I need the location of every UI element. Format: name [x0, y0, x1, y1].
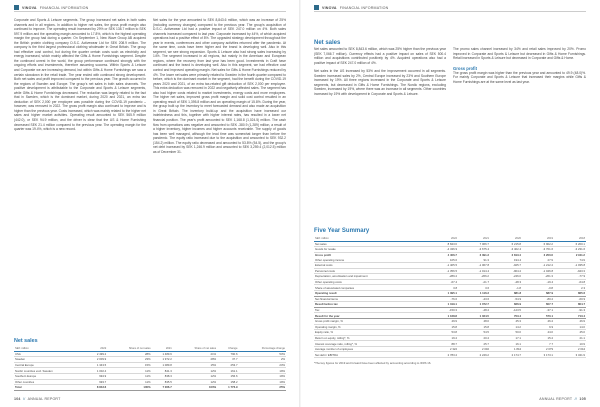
table-header-cell: Share of net sales: [107, 346, 151, 351]
table-cell: Total: [14, 385, 86, 391]
table-cell: 11%: [107, 373, 151, 379]
net-sales-paragraph-3: The promo sales channel increased by 34% and retail sales improved by 20%. Promo improved in Corporate and Sports & Leisure but decreased in Gifts & Home Furnishings. Retail increased in Sports & Leisure but decreased in Corporate and Gifts & Home.: [453, 47, 586, 61]
table-cell: 1 024.5: [458, 313, 490, 319]
net-sales-paragraph-2: Net sales in the US increased by 53% and the improvement occurred in all segments. Sweden increased sales by 2%, Central Europe increased by 23% and Southern Europe increased by 19%. All three regions increased in the Corporate and Sports & Leisure segments, but decreased in Gifts & Home Furnishings. The Nordic regions, excluding Sweden, increased by 19%, where there was an increase in all segments. Other countries increased by 19% with development in Corporate and Sports & Leisure.: [314, 69, 446, 96]
table-cell: -1 405.5: [426, 262, 458, 268]
table-cell: 12%: [173, 379, 217, 385]
table-cell: 12%: [173, 368, 217, 374]
table-cell: -21.7: [458, 279, 490, 285]
table-cell: 156.6: [217, 373, 238, 379]
table-cell: -1.8: [490, 285, 522, 291]
net-sales-heading: Net sales: [314, 40, 341, 46]
table-cell: Tax: [314, 307, 426, 313]
table-cell: 6 215.8: [490, 241, 522, 247]
table-cell: -37.1: [522, 307, 554, 313]
table-cell: 17.1: [490, 335, 522, 341]
table-header-cell: Share of net sales: [173, 346, 217, 351]
table-cell: Net debt / EBITDA: [314, 352, 426, 358]
right-footer: ANNUAL REPORT // 105: [539, 397, 586, 401]
table-cell: 45.3: [490, 318, 522, 324]
table-header-cell: 2021: [458, 236, 490, 241]
table-cell: -261.3: [522, 274, 554, 280]
table-cell: Result before tax: [314, 302, 426, 308]
table-cell: 2 911.2: [575, 253, 585, 258]
table-cell: 2 322: [426, 346, 458, 352]
table-cell: 2 249.2: [458, 352, 490, 358]
table-header-cell: 2021: [152, 346, 173, 351]
table-cell: 841.3: [152, 368, 173, 374]
table-cell: -0.8: [522, 285, 554, 291]
gross-profit-paragraph: The gross profit margin was higher than the previous year and amounted to 49.9 (48.0)%. For mainly Corporate and Sports & Leisure that increased their margins while Gifts & Home Furnishings are at the same level as last year.: [453, 70, 586, 84]
table-cell: -91.3: [554, 307, 586, 313]
table-cell: -67.4: [426, 279, 458, 285]
table-cell: 11%: [107, 379, 151, 385]
table-cell: 1 972.2: [152, 357, 173, 363]
table-cell: Average number of employees: [314, 346, 426, 352]
table-cell: External costs: [314, 262, 426, 268]
brand-logo-icon: [314, 5, 319, 10]
table-cell: 49.9: [426, 318, 458, 324]
table-cell: 1 343.5: [86, 362, 107, 368]
table-cell: 8 843.6: [426, 241, 458, 247]
table-cell: 14.0: [554, 324, 586, 330]
table-cell: 37.7: [217, 357, 238, 363]
table-cell: 44.0: [522, 330, 554, 336]
table-cell: -123.5: [490, 307, 522, 313]
table-cell: -4 436.9: [426, 247, 458, 253]
footer-label: ANNUAL REPORT: [539, 397, 573, 401]
table-cell: 48.0: [458, 318, 490, 324]
table-cell: -77.9: [554, 274, 586, 280]
table-cell: 27.9: [522, 257, 554, 262]
table-cell: 790.6: [217, 351, 238, 357]
table-cell: Net sales: [314, 241, 426, 247]
table-cell: -3 701.6: [522, 247, 554, 253]
table-cell: 21%: [173, 351, 217, 357]
table-cell: 826.9: [490, 302, 522, 308]
table-cell: 993.7: [86, 379, 107, 385]
table-cell: 46.4: [522, 318, 554, 324]
table-cell: 9.9: [522, 324, 554, 330]
table-cell: -3 231.6: [554, 247, 586, 253]
table-cell: Central Europe: [14, 362, 86, 368]
table-cell: 194.4: [490, 257, 522, 262]
table-cell: 3.6: [458, 285, 490, 291]
table-cell: -904.4: [490, 268, 522, 274]
table-cell: -48.3: [490, 279, 522, 285]
table-cell: -3 402.4: [490, 247, 522, 253]
table-cell: 1 395.1: [426, 290, 458, 296]
net-sales-table-title: Net sales: [14, 338, 38, 344]
table-cell: 2 813.4: [511, 253, 521, 258]
table-cell: 50.0: [490, 330, 522, 336]
table-cell: 838.3: [152, 373, 173, 379]
table-header-cell: Change: [217, 346, 238, 351]
header-rule: [314, 11, 586, 12]
table-cell: -925.7: [490, 262, 522, 268]
section-name: FINANCIAL INFORMATION: [339, 5, 389, 10]
table-cell: 570.1: [522, 313, 554, 319]
table-cell: 158.2: [217, 379, 238, 385]
table-cell: 74.9: [554, 257, 586, 262]
table-cell: 53.8: [426, 330, 458, 336]
table-cell: -1 035.8: [554, 262, 586, 268]
table-cell: 7 066.7: [458, 241, 490, 247]
table-cell: 2 079: [522, 346, 554, 352]
table-cell: Sweden: [14, 357, 86, 363]
table-cell: Result for the year: [314, 313, 426, 319]
table-cell: 21.1: [554, 335, 586, 341]
table-cell: 2%: [239, 357, 286, 363]
table-cell: 703.4: [490, 313, 522, 319]
five-year-footnote: *The key figures for 2019 and forward have been affected by accounting according to IFRS 16.: [314, 361, 432, 366]
table-row: [314, 274, 586, 280]
table-cell: -266.2: [458, 274, 490, 280]
table-cell: 865.6: [554, 290, 586, 296]
table-cell: 91.3: [458, 257, 490, 262]
table-cell: 7 066.7: [152, 385, 173, 391]
table-cell: 1 844: [490, 346, 522, 352]
table-cell: 105.0: [426, 257, 458, 262]
net-sales-table: [14, 346, 286, 391]
table-cell: 2 499.2: [86, 351, 107, 357]
table-row: [14, 385, 286, 391]
table-cell: 15.8: [426, 324, 458, 330]
table-cell: 19%: [239, 379, 286, 385]
table-cell: Interest coverage ratio, rolling*, %: [314, 341, 426, 347]
table-cell: -246.0: [490, 274, 522, 280]
table-cell: 161.1: [217, 368, 238, 374]
table-cell: 687.9: [522, 290, 554, 296]
table-cell: Nordic countries excl. Sweden: [14, 368, 86, 374]
table-header-cell: 2022: [426, 236, 458, 241]
table-cell: 3 341.9: [554, 352, 586, 358]
table-header-cell: 2019: [522, 236, 554, 241]
right-page: [300, 0, 600, 407]
footer-label: ANNUAL REPORT: [27, 397, 61, 401]
right-column-2: [453, 47, 586, 84]
table-cell: 6 200.1: [554, 241, 586, 247]
table-cell: -60.9: [554, 296, 586, 302]
net-sales-table-body: [14, 351, 286, 390]
table-cell: 15%: [173, 362, 217, 368]
page-number: 104: [14, 397, 21, 401]
table-cell: 835.5: [152, 379, 173, 385]
table-cell: Personnel costs: [314, 268, 426, 274]
table-cell: 12%: [173, 373, 217, 379]
table-cell: 25%: [239, 385, 286, 391]
table-cell: 10.9: [554, 341, 586, 347]
table-cell: 2 009.9: [86, 357, 107, 363]
table-cell: 19%: [239, 373, 286, 379]
right-header: [314, 5, 388, 10]
table-cell: -54.9: [490, 296, 522, 302]
brand-name: VINOVA: [22, 5, 37, 10]
table-cell: 15%: [107, 362, 151, 368]
table-cell: 11%: [107, 368, 151, 374]
table-cell: Gross profit: [315, 253, 332, 258]
table-cell: 6 902.2: [522, 241, 554, 247]
table-cell: 3 200.6: [543, 253, 553, 258]
left-column-1-text: Corporate and Sports & Leisure segments. The group increased net sales in both sales channels and in all regions. In addition to higher net sales, the gross profit margin also continued to improve. The operating result increased by 29% or SEK 138.7 million to SEK 597.9 million and the operating margin amounted to 17.8%, which is the highest operating margin the group had during a quarter. On September 1, New Wave Group AB acquired the British protein clothing company D.S.C. Activewear Ltd for SEK 208.9 million. The company is the third largest professional clothing wholesaler in Great Britain. The group had effective cost control, but during the quarter certain costs such as electricity and energy increased, which mainly affected the Gifts & Home Furnishings segment. Despite the continued unrest in the world, the group performance continued strongly with the ongoing efforts and investments, therefore assuming success. Within Sports & Leisure and Corporate we are increasing demand, but within Gifts & Home Furnishings we saw a certain slowdown in the retail trade. The year ended with continued strong development. Both net sales and profit improved compared to the previous year. The growth occurred in the regions of Sweden and Europe. The group's net sales in both sales channels. The positive development is attributable to the Corporate and Sports & Leisure segments, while Gifts & Home Furnishings decreased. The reduction was largely related to the fact that in Sweden, which is the dominant market, during 2020 and 2021, an extra tax deduction of SEK 2,000 per employee was possible during the COVID-19 pandemic – however, was removed in 2022. The gross profit margin also continued to improve and is higher than the previous year. Costs increased, which was mainly related to the higher net sales and higher market activities. Operating result amounted to SEK 565.9 million (442.0), or SEK 94.9 million, and the driver is clear that the US & Home Furnishing decreased SEK 21.4 million compared to the previous year. The operating margin for the quarter was 19.4%, which is a new record.: [14, 18, 146, 132]
table-cell: 713.4: [554, 313, 586, 319]
brand-logo-icon: [14, 5, 19, 10]
table-cell: 45.0: [554, 330, 586, 336]
table-cell: 14.2: [490, 324, 522, 330]
table-cell: 1 072.7: [458, 302, 490, 308]
table-cell: 88.7: [426, 341, 458, 347]
table-cell: 1 116.3: [458, 290, 490, 296]
table-cell: Gross profit margin, %: [314, 318, 426, 324]
header-rule: [14, 11, 286, 12]
table-cell: 3 173.1: [522, 352, 554, 358]
table-cell: 2.3: [554, 285, 586, 291]
table-cell: -19.4: [522, 279, 554, 285]
table-header-cell: 2022: [86, 346, 107, 351]
table-cell: -1 014.4: [458, 268, 490, 274]
table-cell: Net financial items: [314, 296, 426, 302]
table-header-cell: Percentage change: [239, 346, 286, 351]
table-cell: 2 174.7: [490, 352, 522, 358]
table-cell: 1 089.8: [152, 362, 173, 368]
table-cell: 53%: [239, 351, 286, 357]
table-cell: 804.7: [554, 302, 586, 308]
table-cell: -64.8: [554, 279, 586, 285]
table-cell: 607.7: [522, 302, 554, 308]
table-cell: 8 843.6: [86, 385, 107, 391]
table-cell: 1 776.9: [217, 385, 238, 391]
table-cell: Other countries: [14, 379, 86, 385]
table-cell: 2 040: [458, 346, 490, 352]
left-header: [14, 5, 88, 10]
table-cell: 19%: [239, 368, 286, 374]
table-cell: 3 391.3: [479, 253, 489, 258]
table-cell: 1 319.1: [426, 302, 458, 308]
table-cell: 4 406.7: [447, 253, 457, 258]
left-footer: 104 // ANNUAL REPORT: [14, 397, 61, 401]
table-cell: 1 002.4: [86, 368, 107, 374]
table-cell: Southern Europe: [14, 373, 86, 379]
table-cell: 100%: [107, 385, 151, 391]
table-cell: 20.4: [458, 335, 490, 341]
section-name: FINANCIAL INFORMATION: [39, 5, 89, 10]
table-cell: 23%: [239, 362, 286, 368]
table-cell: 25.7: [458, 341, 490, 347]
table-cell: 253.7: [217, 362, 238, 368]
table-cell: 881.8: [490, 290, 522, 296]
table-header-cell: SEK million: [14, 346, 86, 351]
table-cell: -1 356.5: [426, 268, 458, 274]
table-cell: 2 783.4: [426, 352, 458, 358]
table-cell: 23%: [107, 357, 151, 363]
table-cell: -3 675.4: [458, 247, 490, 253]
net-sales-paragraph-1: Net sales amounted to SEK 8,843.6 million, which was 25% higher than the previous year (SEK 7,066.7 million). Currency effects had a positive impact on sales of SEK 500.4 million and acquisitions contributed positively by 4%. Acquired operations also had a positive impact of SEK 247.0 million of 4%.: [314, 47, 446, 65]
table-cell: -76.0: [426, 296, 458, 302]
table-cell: Goods for resale: [314, 247, 426, 253]
table-cell: USA: [14, 351, 86, 357]
table-cell: -289.4: [426, 274, 458, 280]
table-cell: -150.3: [426, 307, 458, 313]
table-cell: 7.7: [522, 341, 554, 347]
table-cell: -43.6: [458, 296, 490, 302]
right-column-1: [314, 40, 446, 96]
table-header-cell: 2020: [490, 236, 522, 241]
table-cell: 46.9: [554, 318, 586, 324]
table-cell: 15.4: [522, 335, 554, 341]
table-cell: -1 212.2: [522, 262, 554, 268]
five-year-summary-table: [314, 236, 586, 358]
table-header-cell: 2018: [554, 236, 586, 241]
table-header-cell: SEK million: [314, 236, 426, 241]
table-cell: 100%: [173, 385, 217, 391]
five-year-summary-block: [314, 228, 586, 365]
table-cell: Equity ratio, %: [314, 330, 426, 336]
table-cell: Depreciation, amortisation and impairment: [314, 274, 426, 280]
brand-name: VINOVA: [322, 5, 337, 10]
table-cell: 19.4: [426, 335, 458, 341]
page-number: 105: [579, 397, 586, 401]
table-cell: 994.9: [86, 373, 107, 379]
table-cell: 28%: [173, 357, 217, 363]
table-cell: Other operating costs: [314, 279, 426, 285]
table-cell: Other operating income: [314, 257, 426, 262]
table-cell: 15.8: [458, 324, 490, 330]
table-cell: 1 489.6: [152, 351, 173, 357]
table-cell: -48.2: [458, 307, 490, 313]
table-cell: 16.1: [490, 341, 522, 347]
table-cell: 54.5: [458, 330, 490, 336]
table-cell: -1 067.8: [458, 262, 490, 268]
five-year-summary-table-body: [314, 241, 586, 357]
table-cell: 1 168.8: [426, 313, 458, 319]
table-cell: 3.8: [426, 285, 458, 291]
table-cell: -1 046.8: [522, 268, 554, 274]
table-cell: Operating result: [314, 290, 426, 296]
gross-profit-heading: Gross profit: [453, 65, 477, 71]
table-cell: Return on equity, rolling*, %: [314, 335, 426, 341]
net-sales-table-block: [14, 338, 286, 391]
five-year-summary-title: Five Year Summary: [314, 228, 370, 234]
table-cell: Share of associated companies: [314, 285, 426, 291]
table-cell: Operating margin, %: [314, 324, 426, 330]
left-column-2-text: Net sales for the year amounted to SEK 8,843.6 million, which was an increase of 25% (including currency changes) compared to the previous year. The group's acquisition of D.S.C. Activewear Ltd had a positive impact of SEK 247.0 million on 4%. Both sales channels increased compared to last year. Corporate increased by 44%, of which acquired operations had a positive effect of 8%. The upgraded strategy development throughout the year in events, conferences and other company activities returned after the pandemic. At the same time, costs have been higher and the brand is developing well. Also in this segment, we see strong expansion. Sports & Leisure also had strong sales increasing by 14%. The segment increased in all regions, but mainly in the American and European regions, where the recovery from last year has been good. Investments in Craft have continued and the brand is developing well. Also in this segment, we had effective cost control and improved operating margin. Net sales for Gifts & Home Furnishings reduced by 4%. The lower net sales were primarily related to Sweden in the fourth quarter compared to before, which is the dominant market in the segment, had the benefit during the COVID-19 years 2020 and 2021, of an extra tax-related gift deduction of SEK 2,000 per employee. This extra deduction was removed in 2022 and negatively affected sales. The segment has also had higher costs related to market investments, energy costs and more employees. The higher net sales, improved gross profit margin and solid cost control resulted in an operating result of SEK 1,395.8 million and an operating margin of 15.8%. During the year, the group built up the inventory to meet forecasted demand and also made an acquisition in Great Britain. The inventory build-up and the acquisition have increased our indebtedness and this, together with higher interest rates, has resulted in a lower net financial position. The year's profit amounted to SEK 1,168.8 (1,024.5) million. The cash flow from operations was negative and amounted to SEK -380.9 (1,289) million, a result of a higher inventory, higher incomes and higher accounts receivable. The supply of goods has been well managed, although the lead time was somewhat longer than before the pandemic. The equity ratio increased due to the acquisition and amounted to SEK 932.2 (154.2) million. The equity ratio decreased and amounted to 53.8% (54.5), and the group's net debt increased by SEK 1,246.9 million and amounted to SEK 3,259.4 (2,012.5) million as of December 31.: [153, 18, 286, 154]
table-cell: -943.3: [554, 268, 586, 274]
table-cell: 2 044: [554, 346, 586, 352]
table-cell: 28%: [107, 351, 151, 357]
table-row: [314, 352, 586, 358]
table-cell: -80.2: [522, 296, 554, 302]
